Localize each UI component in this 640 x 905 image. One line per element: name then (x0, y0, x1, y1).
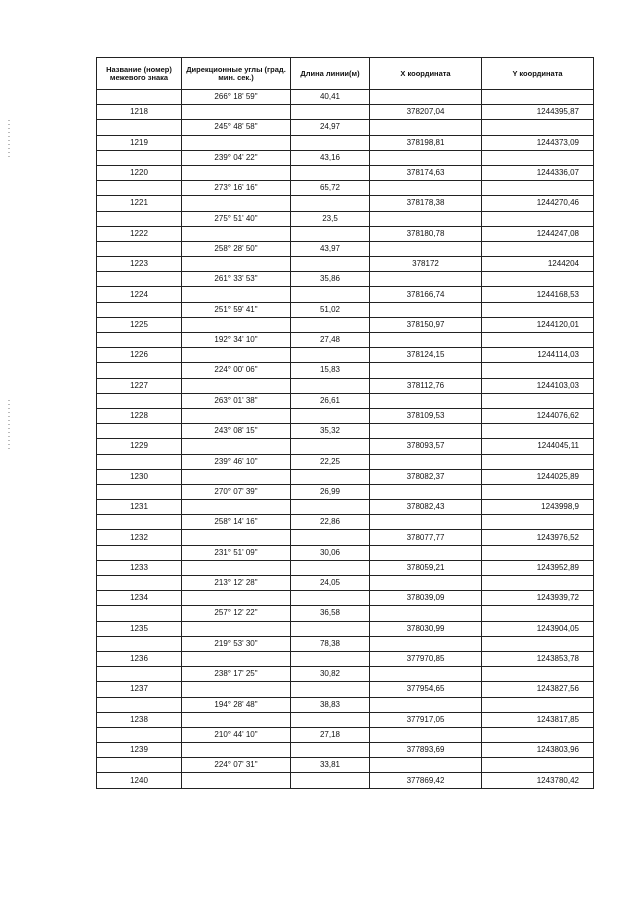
line-length-spacer (291, 773, 370, 788)
header-y-coordinate: Y координата (482, 58, 594, 90)
x-coordinate-cell: 378207,04 (370, 105, 482, 120)
x-coordinate-cell: 378039,09 (370, 591, 482, 606)
table-row (97, 317, 594, 332)
x-coordinate-spacer (370, 758, 482, 773)
x-coordinate-cell: 377970,85 (370, 651, 482, 666)
x-coordinate-spacer (370, 636, 482, 651)
point-name-spacer (97, 211, 182, 226)
x-coordinate-cell: 378178,38 (370, 196, 482, 211)
table-row (97, 758, 594, 773)
table-row (97, 348, 594, 363)
line-length-cell: 27,48 (291, 333, 370, 348)
line-length-spacer (291, 530, 370, 545)
table-row (97, 393, 594, 408)
y-coordinate-spacer (482, 727, 594, 742)
y-coordinate-cell: 1243976,52 (482, 530, 594, 545)
direction-angle-cell: 251° 59' 41" (182, 302, 291, 317)
y-coordinate-spacer (482, 424, 594, 439)
table-row (97, 545, 594, 560)
table-row (97, 196, 594, 211)
x-coordinate-spacer (370, 333, 482, 348)
table-row (97, 621, 594, 636)
direction-angle-spacer (182, 560, 291, 575)
direction-angle-spacer (182, 348, 291, 363)
direction-angle-spacer (182, 469, 291, 484)
line-length-spacer (291, 287, 370, 302)
x-coordinate-spacer (370, 454, 482, 469)
point-name-spacer (97, 150, 182, 165)
table-row (97, 773, 594, 788)
y-coordinate-cell: 1244247,08 (482, 226, 594, 241)
line-length-cell: 24,97 (291, 120, 370, 135)
x-coordinate-cell: 377893,69 (370, 743, 482, 758)
line-length-spacer (291, 105, 370, 120)
point-name-cell: 1228 (97, 408, 182, 423)
point-name-spacer (97, 363, 182, 378)
y-coordinate-cell: 1244045,11 (482, 439, 594, 454)
point-name-cell: 1219 (97, 135, 182, 150)
table-row (97, 226, 594, 241)
line-length-cell: 22,25 (291, 454, 370, 469)
point-name-cell: 1236 (97, 651, 182, 666)
table-row (97, 530, 594, 545)
x-coordinate-spacer (370, 363, 482, 378)
y-coordinate-cell: 1244395,87 (482, 105, 594, 120)
direction-angle-cell: 270° 07' 39" (182, 484, 291, 499)
y-coordinate-spacer (482, 697, 594, 712)
direction-angle-cell: 266° 18' 59" (182, 90, 291, 105)
x-coordinate-cell: 378082,37 (370, 469, 482, 484)
point-name-cell: 1227 (97, 378, 182, 393)
point-name-spacer (97, 454, 182, 469)
y-coordinate-cell: 1243817,85 (482, 712, 594, 727)
table-row (97, 667, 594, 682)
direction-angle-cell: 275° 51' 40" (182, 211, 291, 226)
direction-angle-spacer (182, 621, 291, 636)
point-name-spacer (97, 272, 182, 287)
direction-angle-spacer (182, 651, 291, 666)
point-name-cell: 1233 (97, 560, 182, 575)
table-row (97, 257, 594, 272)
x-coordinate-spacer (370, 211, 482, 226)
line-length-cell: 43,16 (291, 150, 370, 165)
direction-angle-cell: 238° 17' 25" (182, 667, 291, 682)
table-row (97, 333, 594, 348)
point-name-cell: 1225 (97, 317, 182, 332)
direction-angle-spacer (182, 743, 291, 758)
point-name-spacer (97, 424, 182, 439)
point-name-cell: 1220 (97, 165, 182, 180)
x-coordinate-spacer (370, 576, 482, 591)
point-name-spacer (97, 120, 182, 135)
direction-angle-cell: 239° 04' 22" (182, 150, 291, 165)
y-coordinate-cell: 1243998,9 (482, 500, 594, 515)
line-length-cell: 27,18 (291, 727, 370, 742)
line-length-cell: 35,32 (291, 424, 370, 439)
table-row (97, 484, 594, 499)
y-coordinate-cell: 1243904,05 (482, 621, 594, 636)
direction-angle-cell: 231° 51' 09" (182, 545, 291, 560)
x-coordinate-cell: 378166,74 (370, 287, 482, 302)
x-coordinate-spacer (370, 697, 482, 712)
line-length-cell: 24,05 (291, 576, 370, 591)
x-coordinate-spacer (370, 545, 482, 560)
direction-angle-cell: 219° 53' 30" (182, 636, 291, 651)
line-length-spacer (291, 439, 370, 454)
line-length-spacer (291, 560, 370, 575)
y-coordinate-cell: 1244373,09 (482, 135, 594, 150)
x-coordinate-cell: 378109,53 (370, 408, 482, 423)
table-row (97, 697, 594, 712)
table-row (97, 560, 594, 575)
y-coordinate-spacer (482, 302, 594, 317)
direction-angle-spacer (182, 773, 291, 788)
y-coordinate-spacer (482, 667, 594, 682)
boundary-coordinates-table (96, 57, 594, 789)
direction-angle-spacer (182, 257, 291, 272)
x-coordinate-spacer (370, 90, 482, 105)
y-coordinate-spacer (482, 484, 594, 499)
table-row (97, 515, 594, 530)
direction-angle-spacer (182, 500, 291, 515)
y-coordinate-spacer (482, 363, 594, 378)
x-coordinate-cell: 378124,15 (370, 348, 482, 363)
y-coordinate-spacer (482, 515, 594, 530)
direction-angle-cell: 263° 01' 38" (182, 393, 291, 408)
y-coordinate-spacer (482, 241, 594, 256)
y-coordinate-cell: 1243803,96 (482, 743, 594, 758)
line-length-cell: 51,02 (291, 302, 370, 317)
line-length-spacer (291, 743, 370, 758)
line-length-cell: 26,61 (291, 393, 370, 408)
x-coordinate-spacer (370, 424, 482, 439)
header-point-name: Название (номер) межевого знака (97, 58, 182, 90)
point-name-cell: 1240 (97, 773, 182, 788)
table-row (97, 591, 594, 606)
y-coordinate-cell: 1243952,89 (482, 560, 594, 575)
point-name-cell: 1223 (97, 257, 182, 272)
point-name-spacer (97, 393, 182, 408)
table-row (97, 363, 594, 378)
x-coordinate-cell: 377917,05 (370, 712, 482, 727)
table-row (97, 469, 594, 484)
x-coordinate-spacer (370, 727, 482, 742)
y-coordinate-cell: 1244120,01 (482, 317, 594, 332)
line-length-cell: 23,5 (291, 211, 370, 226)
point-name-cell: 1222 (97, 226, 182, 241)
table-row (97, 165, 594, 180)
line-length-cell: 15,83 (291, 363, 370, 378)
x-coordinate-cell: 378093,57 (370, 439, 482, 454)
direction-angle-spacer (182, 287, 291, 302)
y-coordinate-cell: 1244270,46 (482, 196, 594, 211)
point-name-cell: 1230 (97, 469, 182, 484)
line-length-spacer (291, 226, 370, 241)
table-row (97, 743, 594, 758)
table-row (97, 651, 594, 666)
point-name-spacer (97, 545, 182, 560)
table-row (97, 712, 594, 727)
line-length-cell: 36,58 (291, 606, 370, 621)
direction-angle-cell: 192° 34' 10" (182, 333, 291, 348)
direction-angle-cell: 258° 28' 50" (182, 241, 291, 256)
header-line-length: Длина линии(м) (291, 58, 370, 90)
table-row (97, 408, 594, 423)
y-coordinate-spacer (482, 545, 594, 560)
point-name-cell: 1239 (97, 743, 182, 758)
direction-angle-cell: 239° 46' 10" (182, 454, 291, 469)
line-length-cell: 33,81 (291, 758, 370, 773)
line-length-spacer (291, 408, 370, 423)
direction-angle-spacer (182, 408, 291, 423)
table-row (97, 105, 594, 120)
direction-angle-cell: 258° 14' 16" (182, 515, 291, 530)
y-coordinate-spacer (482, 181, 594, 196)
direction-angle-cell: 261° 33' 53" (182, 272, 291, 287)
y-coordinate-spacer (482, 150, 594, 165)
y-coordinate-spacer (482, 333, 594, 348)
line-length-spacer (291, 621, 370, 636)
table-row (97, 378, 594, 393)
direction-angle-spacer (182, 165, 291, 180)
table-row (97, 90, 594, 105)
point-name-spacer (97, 667, 182, 682)
point-name-spacer (97, 606, 182, 621)
line-length-spacer (291, 591, 370, 606)
table-row (97, 272, 594, 287)
point-name-cell: 1229 (97, 439, 182, 454)
line-length-spacer (291, 348, 370, 363)
direction-angle-spacer (182, 439, 291, 454)
x-coordinate-spacer (370, 515, 482, 530)
line-length-cell: 78,38 (291, 636, 370, 651)
point-name-cell: 1234 (97, 591, 182, 606)
table-row (97, 727, 594, 742)
x-coordinate-cell: 378082,43 (370, 500, 482, 515)
x-coordinate-cell: 378112,76 (370, 378, 482, 393)
line-length-cell: 65,72 (291, 181, 370, 196)
y-coordinate-spacer (482, 606, 594, 621)
direction-angle-spacer (182, 317, 291, 332)
table-row (97, 500, 594, 515)
line-length-spacer (291, 317, 370, 332)
direction-angle-spacer (182, 105, 291, 120)
point-name-spacer (97, 576, 182, 591)
direction-angle-cell: 273° 16' 16" (182, 181, 291, 196)
table-row (97, 181, 594, 196)
line-length-spacer (291, 500, 370, 515)
line-length-cell: 26,99 (291, 484, 370, 499)
direction-angle-spacer (182, 135, 291, 150)
point-name-spacer (97, 333, 182, 348)
x-coordinate-cell: 378174,63 (370, 165, 482, 180)
x-coordinate-cell: 377954,65 (370, 682, 482, 697)
point-name-cell: 1231 (97, 500, 182, 515)
point-name-spacer (97, 302, 182, 317)
table-row (97, 454, 594, 469)
line-length-cell: 30,06 (291, 545, 370, 560)
table-row (97, 150, 594, 165)
table-row (97, 241, 594, 256)
point-name-cell: 1235 (97, 621, 182, 636)
binding-marks-bottom (8, 400, 10, 450)
y-coordinate-cell: 1243780,42 (482, 773, 594, 788)
table-row (97, 576, 594, 591)
y-coordinate-cell: 1244076,62 (482, 408, 594, 423)
y-coordinate-cell: 1244103,03 (482, 378, 594, 393)
direction-angle-spacer (182, 530, 291, 545)
direction-angle-spacer (182, 591, 291, 606)
x-coordinate-spacer (370, 241, 482, 256)
line-length-spacer (291, 135, 370, 150)
x-coordinate-cell: 378150,97 (370, 317, 482, 332)
line-length-cell: 22,86 (291, 515, 370, 530)
y-coordinate-spacer (482, 211, 594, 226)
y-coordinate-cell: 1244204 (482, 257, 594, 272)
direction-angle-cell: 257° 12' 22" (182, 606, 291, 621)
point-name-spacer (97, 181, 182, 196)
y-coordinate-spacer (482, 636, 594, 651)
y-coordinate-spacer (482, 90, 594, 105)
table-row (97, 606, 594, 621)
x-coordinate-cell: 378172 (370, 257, 482, 272)
table-header-row (97, 58, 594, 90)
table-row (97, 424, 594, 439)
direction-angle-spacer (182, 196, 291, 211)
y-coordinate-spacer (482, 393, 594, 408)
x-coordinate-cell: 378077,77 (370, 530, 482, 545)
x-coordinate-spacer (370, 150, 482, 165)
table-row (97, 120, 594, 135)
x-coordinate-spacer (370, 302, 482, 317)
y-coordinate-cell: 1244114,03 (482, 348, 594, 363)
table-row (97, 682, 594, 697)
point-name-cell: 1224 (97, 287, 182, 302)
table-row (97, 636, 594, 651)
table-row (97, 211, 594, 226)
x-coordinate-cell: 378030,99 (370, 621, 482, 636)
y-coordinate-cell: 1243827,56 (482, 682, 594, 697)
x-coordinate-cell: 378059,21 (370, 560, 482, 575)
x-coordinate-cell: 378198,81 (370, 135, 482, 150)
y-coordinate-spacer (482, 120, 594, 135)
y-coordinate-cell: 1244168,53 (482, 287, 594, 302)
x-coordinate-spacer (370, 272, 482, 287)
x-coordinate-spacer (370, 484, 482, 499)
direction-angle-cell: 194° 28' 48" (182, 697, 291, 712)
table-row (97, 439, 594, 454)
point-name-spacer (97, 484, 182, 499)
line-length-cell: 43,97 (291, 241, 370, 256)
table-body (97, 90, 594, 789)
direction-angle-spacer (182, 712, 291, 727)
y-coordinate-spacer (482, 758, 594, 773)
point-name-spacer (97, 697, 182, 712)
direction-angle-cell: 224° 07' 31" (182, 758, 291, 773)
x-coordinate-spacer (370, 120, 482, 135)
point-name-spacer (97, 758, 182, 773)
line-length-spacer (291, 469, 370, 484)
point-name-cell: 1221 (97, 196, 182, 211)
line-length-spacer (291, 651, 370, 666)
direction-angle-spacer (182, 378, 291, 393)
y-coordinate-spacer (482, 454, 594, 469)
direction-angle-cell: 243° 08' 15" (182, 424, 291, 439)
y-coordinate-cell: 1243939,72 (482, 591, 594, 606)
line-length-spacer (291, 712, 370, 727)
point-name-cell: 1226 (97, 348, 182, 363)
line-length-spacer (291, 378, 370, 393)
line-length-cell: 40,41 (291, 90, 370, 105)
y-coordinate-cell: 1243853,78 (482, 651, 594, 666)
line-length-spacer (291, 165, 370, 180)
line-length-cell: 35,86 (291, 272, 370, 287)
point-name-cell: 1238 (97, 712, 182, 727)
x-coordinate-spacer (370, 181, 482, 196)
x-coordinate-spacer (370, 667, 482, 682)
y-coordinate-spacer (482, 272, 594, 287)
x-coordinate-spacer (370, 393, 482, 408)
header-x-coordinate: X координата (370, 58, 482, 90)
direction-angle-cell: 245° 48' 58" (182, 120, 291, 135)
direction-angle-spacer (182, 226, 291, 241)
point-name-cell: 1232 (97, 530, 182, 545)
x-coordinate-spacer (370, 606, 482, 621)
header-direction-angle: Дирекционные углы (град. мин. сек.) (182, 58, 291, 90)
line-length-spacer (291, 682, 370, 697)
point-name-spacer (97, 636, 182, 651)
table-row (97, 302, 594, 317)
table-row (97, 135, 594, 150)
line-length-cell: 38,83 (291, 697, 370, 712)
y-coordinate-spacer (482, 576, 594, 591)
point-name-spacer (97, 90, 182, 105)
line-length-spacer (291, 196, 370, 211)
line-length-cell: 30,82 (291, 667, 370, 682)
binding-marks-top (8, 120, 10, 160)
point-name-cell: 1218 (97, 105, 182, 120)
x-coordinate-cell: 377869,42 (370, 773, 482, 788)
direction-angle-cell: 224° 00' 06" (182, 363, 291, 378)
table-row (97, 287, 594, 302)
direction-angle-cell: 210° 44' 10" (182, 727, 291, 742)
point-name-spacer (97, 515, 182, 530)
y-coordinate-cell: 1244336,07 (482, 165, 594, 180)
y-coordinate-cell: 1244025,89 (482, 469, 594, 484)
direction-angle-cell: 213° 12' 28" (182, 576, 291, 591)
line-length-spacer (291, 257, 370, 272)
point-name-spacer (97, 727, 182, 742)
direction-angle-spacer (182, 682, 291, 697)
point-name-cell: 1237 (97, 682, 182, 697)
x-coordinate-cell: 378180,78 (370, 226, 482, 241)
point-name-spacer (97, 241, 182, 256)
